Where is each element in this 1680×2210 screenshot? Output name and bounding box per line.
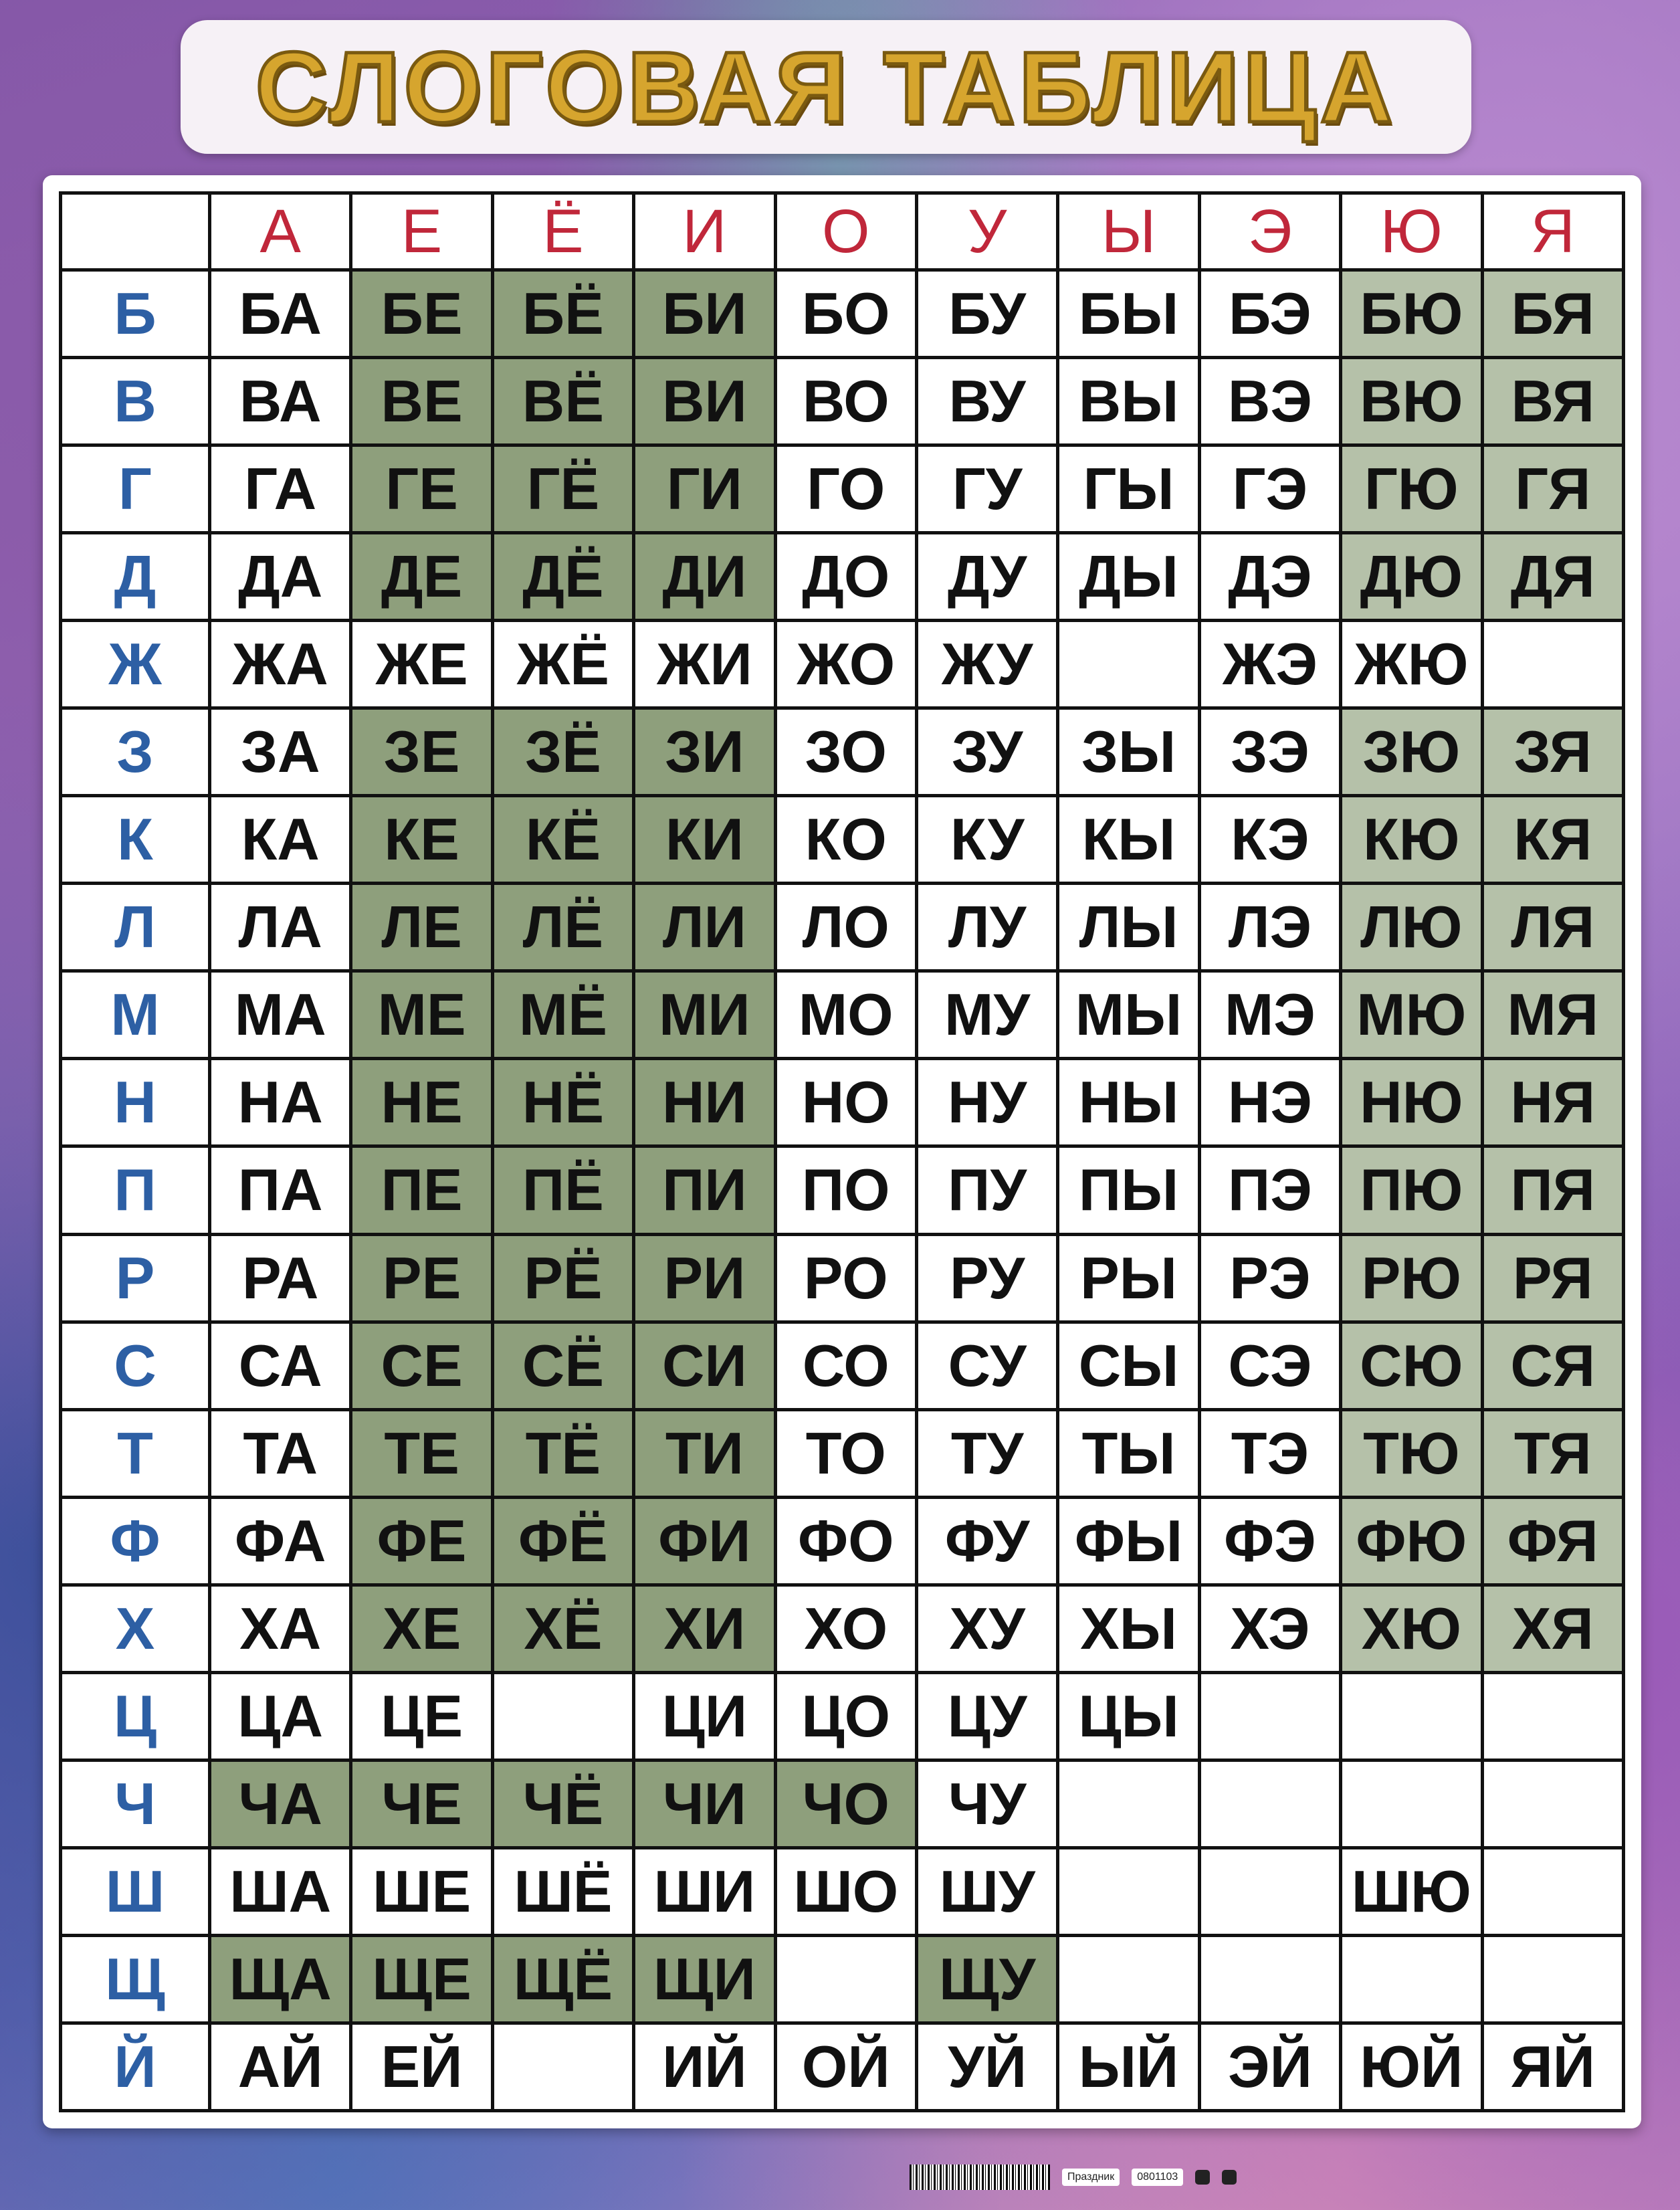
syllable-cell: ГЯ <box>1482 445 1623 533</box>
syllable-cell: ОЙ <box>775 2023 916 2110</box>
syllable-cell: ЦЕ <box>351 1672 492 1760</box>
consonant-header: С <box>61 1322 210 1409</box>
syllable-row <box>61 358 1624 445</box>
syllable-cell: ВЫ <box>1058 358 1199 445</box>
vowel-header-row <box>61 193 1624 270</box>
syllable-cell: ЛЫ <box>1058 884 1199 971</box>
syllable-cell: МО <box>775 971 916 1059</box>
syllable-cell: ГУ <box>916 445 1057 533</box>
syllable-cell: БЁ <box>492 270 633 358</box>
syllable-cell: ТЯ <box>1482 1409 1623 1497</box>
syllable-cell: ДЭ <box>1199 533 1340 621</box>
syllable-row <box>61 533 1624 621</box>
syllable-cell: ЛЕ <box>351 884 492 971</box>
syllable-cell: СЫ <box>1058 1322 1199 1409</box>
syllable-cell: СА <box>210 1322 351 1409</box>
syllable-cell: ФА <box>210 1497 351 1585</box>
syllable-cell: БО <box>775 270 916 358</box>
syllable-cell: ПИ <box>634 1146 775 1234</box>
syllable-cell <box>1482 1847 1623 1935</box>
syllable-cell: ДЯ <box>1482 533 1623 621</box>
syllable-cell: ЦО <box>775 1672 916 1760</box>
syllable-cell <box>775 1935 916 2023</box>
vowel-header: О <box>775 193 916 270</box>
syllable-row <box>61 796 1624 884</box>
syllable-cell <box>1482 1760 1623 1847</box>
syllable-cell: ПЕ <box>351 1146 492 1234</box>
syllable-cell: ПЭ <box>1199 1146 1340 1234</box>
vowel-header: Ё <box>492 193 633 270</box>
syllable-cell: ФЭ <box>1199 1497 1340 1585</box>
syllable-cell: КЮ <box>1341 796 1482 884</box>
syllable-cell: КЁ <box>492 796 633 884</box>
syllable-cell: ЦИ <box>634 1672 775 1760</box>
syllable-cell <box>1482 1935 1623 2023</box>
syllable-cell: РО <box>775 1234 916 1322</box>
syllable-cell: ВУ <box>916 358 1057 445</box>
syllable-cell: ХА <box>210 1585 351 1672</box>
syllable-cell <box>1482 621 1623 708</box>
syllable-cell: ЖЁ <box>492 621 633 708</box>
syllable-cell: ГЭ <box>1199 445 1340 533</box>
syllable-cell: ФЕ <box>351 1497 492 1585</box>
syllable-cell: УЙ <box>916 2023 1057 2110</box>
syllable-cell: ВЁ <box>492 358 633 445</box>
syllable-row <box>61 1847 1624 1935</box>
syllable-cell: ХЁ <box>492 1585 633 1672</box>
syllable-cell: ХЯ <box>1482 1585 1623 1672</box>
syllable-cell: ЗА <box>210 708 351 796</box>
syllable-cell: РА <box>210 1234 351 1322</box>
syllable-cell: ХЮ <box>1341 1585 1482 1672</box>
consonant-header: Ш <box>61 1847 210 1935</box>
vowel-header: Ю <box>1341 193 1482 270</box>
syllable-row <box>61 1322 1624 1409</box>
syllable-cell: ЯЙ <box>1482 2023 1623 2110</box>
syllable-row <box>61 270 1624 358</box>
consonant-header: Ж <box>61 621 210 708</box>
syllable-cell: ЖИ <box>634 621 775 708</box>
syllable-cell: ТИ <box>634 1409 775 1497</box>
syllable-cell: ЖО <box>775 621 916 708</box>
syllable-cell: ШЕ <box>351 1847 492 1935</box>
syllable-cell: ШЮ <box>1341 1847 1482 1935</box>
social-icon <box>1222 2170 1237 2185</box>
syllable-cell: ЦЫ <box>1058 1672 1199 1760</box>
syllable-row <box>61 1935 1624 2023</box>
syllable-cell: ЖУ <box>916 621 1057 708</box>
syllable-cell: ЧЕ <box>351 1760 492 1847</box>
syllable-cell: ПУ <box>916 1146 1057 1234</box>
syllable-cell: ГА <box>210 445 351 533</box>
syllable-cell: ВЮ <box>1341 358 1482 445</box>
syllable-cell: ЛЯ <box>1482 884 1623 971</box>
syllable-cell: ФЮ <box>1341 1497 1482 1585</box>
syllable-cell: ТЫ <box>1058 1409 1199 1497</box>
syllable-cell: ЧУ <box>916 1760 1057 1847</box>
syllable-cell: КЯ <box>1482 796 1623 884</box>
publisher-name: Праздник <box>1062 2169 1120 2186</box>
syllable-cell: ДО <box>775 533 916 621</box>
syllable-cell: ШИ <box>634 1847 775 1935</box>
syllable-cell: РЯ <box>1482 1234 1623 1322</box>
consonant-header: П <box>61 1146 210 1234</box>
syllable-row <box>61 971 1624 1059</box>
consonant-header: Х <box>61 1585 210 1672</box>
syllable-cell: РЭ <box>1199 1234 1340 1322</box>
syllable-cell <box>1199 1760 1340 1847</box>
syllable-cell: НА <box>210 1059 351 1146</box>
syllable-cell: ГИ <box>634 445 775 533</box>
syllable-cell: ЗИ <box>634 708 775 796</box>
syllable-cell: МУ <box>916 971 1057 1059</box>
social-icon <box>1195 2170 1210 2185</box>
syllable-cell: ЗУ <box>916 708 1057 796</box>
syllable-cell: БУ <box>916 270 1057 358</box>
syllable-cell: СО <box>775 1322 916 1409</box>
syllable-cell: ХИ <box>634 1585 775 1672</box>
syllable-cell: МЭ <box>1199 971 1340 1059</box>
syllable-cell: ЧЁ <box>492 1760 633 1847</box>
syllable-cell: ГЮ <box>1341 445 1482 533</box>
syllable-cell: ХУ <box>916 1585 1057 1672</box>
syllable-cell: ТЁ <box>492 1409 633 1497</box>
syllable-row <box>61 708 1624 796</box>
syllable-cell: ФЯ <box>1482 1497 1623 1585</box>
syllable-cell: ЗЭ <box>1199 708 1340 796</box>
title-banner <box>181 20 1471 154</box>
syllable-cell: ФИ <box>634 1497 775 1585</box>
syllable-cell: СУ <box>916 1322 1057 1409</box>
consonant-header: М <box>61 971 210 1059</box>
syllable-cell: СЭ <box>1199 1322 1340 1409</box>
syllable-cell: ША <box>210 1847 351 1935</box>
syllable-cell: БИ <box>634 270 775 358</box>
vowel-header: И <box>634 193 775 270</box>
syllable-row <box>61 2023 1624 2110</box>
syllable-cell: ШО <box>775 1847 916 1935</box>
syllable-cell: КУ <box>916 796 1057 884</box>
syllable-cell: СЯ <box>1482 1322 1623 1409</box>
syllable-cell: ЩУ <box>916 1935 1057 2023</box>
syllable-cell: ДЫ <box>1058 533 1199 621</box>
syllable-cell: ПЁ <box>492 1146 633 1234</box>
syllable-cell: ЦА <box>210 1672 351 1760</box>
consonant-header: Р <box>61 1234 210 1322</box>
syllable-row <box>61 1760 1624 1847</box>
syllable-cell: ЧИ <box>634 1760 775 1847</box>
syllable-cell <box>1058 1760 1199 1847</box>
syllable-cell: ВИ <box>634 358 775 445</box>
vowel-header: Я <box>1482 193 1623 270</box>
syllable-cell: ДЁ <box>492 533 633 621</box>
syllable-cell: БЭ <box>1199 270 1340 358</box>
syllable-cell: ЦУ <box>916 1672 1057 1760</box>
syllable-cell: МЮ <box>1341 971 1482 1059</box>
syllable-cell: НЯ <box>1482 1059 1623 1146</box>
syllable-cell: ЧА <box>210 1760 351 1847</box>
syllable-cell: ПЮ <box>1341 1146 1482 1234</box>
syllable-cell: ТЮ <box>1341 1409 1482 1497</box>
vowel-header: Е <box>351 193 492 270</box>
syllable-rows <box>61 270 1624 2111</box>
syllable-cell: ЛЮ <box>1341 884 1482 971</box>
publisher-footer <box>910 2164 1391 2191</box>
syllable-cell: РЕ <box>351 1234 492 1322</box>
syllable-cell: ЖА <box>210 621 351 708</box>
syllable-cell: ХЭ <box>1199 1585 1340 1672</box>
syllable-cell: ЗО <box>775 708 916 796</box>
syllable-cell: ПО <box>775 1146 916 1234</box>
consonant-header: Н <box>61 1059 210 1146</box>
syllable-cell: РЫ <box>1058 1234 1199 1322</box>
syllable-cell: СЮ <box>1341 1322 1482 1409</box>
syllable-cell: ЗЫ <box>1058 708 1199 796</box>
syllable-cell: ЛА <box>210 884 351 971</box>
syllable-cell: НИ <box>634 1059 775 1146</box>
syllable-cell <box>1341 1672 1482 1760</box>
syllable-row <box>61 1585 1624 1672</box>
syllable-row <box>61 884 1624 971</box>
syllable-cell <box>1199 1935 1340 2023</box>
syllable-cell: БА <box>210 270 351 358</box>
syllable-cell: СЕ <box>351 1322 492 1409</box>
syllable-board <box>43 175 1641 2128</box>
syllable-cell: ХЕ <box>351 1585 492 1672</box>
syllable-cell: ДИ <box>634 533 775 621</box>
syllable-cell: КО <box>775 796 916 884</box>
consonant-header: Т <box>61 1409 210 1497</box>
syllable-cell: ДА <box>210 533 351 621</box>
syllable-cell: ГЫ <box>1058 445 1199 533</box>
syllable-cell: МА <box>210 971 351 1059</box>
syllable-cell: ЛЁ <box>492 884 633 971</box>
syllable-cell: ВЭ <box>1199 358 1340 445</box>
syllable-cell <box>1058 1935 1199 2023</box>
syllable-cell: ВЯ <box>1482 358 1623 445</box>
product-code: 0801103 <box>1132 2169 1183 2186</box>
syllable-table <box>59 191 1625 2112</box>
syllable-cell: ДУ <box>916 533 1057 621</box>
syllable-cell: ЕЙ <box>351 2023 492 2110</box>
syllable-cell: ЖЭ <box>1199 621 1340 708</box>
syllable-cell: ДЮ <box>1341 533 1482 621</box>
consonant-header: Л <box>61 884 210 971</box>
syllable-cell: ЧО <box>775 1760 916 1847</box>
syllable-cell: БЫ <box>1058 270 1199 358</box>
consonant-header: Г <box>61 445 210 533</box>
syllable-cell: МЯ <box>1482 971 1623 1059</box>
syllable-cell: ХЫ <box>1058 1585 1199 1672</box>
syllable-cell <box>492 2023 633 2110</box>
syllable-cell <box>492 1672 633 1760</box>
syllable-cell: АЙ <box>210 2023 351 2110</box>
vowel-header: Э <box>1199 193 1340 270</box>
syllable-row <box>61 445 1624 533</box>
syllable-cell: МЕ <box>351 971 492 1059</box>
syllable-cell: ЛИ <box>634 884 775 971</box>
syllable-cell: РИ <box>634 1234 775 1322</box>
syllable-cell <box>1058 621 1199 708</box>
syllable-cell: ВО <box>775 358 916 445</box>
syllable-cell: МЫ <box>1058 971 1199 1059</box>
syllable-cell: ЗЯ <box>1482 708 1623 796</box>
syllable-cell: ГО <box>775 445 916 533</box>
syllable-cell: ВЕ <box>351 358 492 445</box>
consonant-header: Щ <box>61 1935 210 2023</box>
syllable-cell: КЫ <box>1058 796 1199 884</box>
vowel-header: У <box>916 193 1057 270</box>
consonant-header: В <box>61 358 210 445</box>
consonant-header: Й <box>61 2023 210 2110</box>
syllable-cell: НУ <box>916 1059 1057 1146</box>
consonant-header: Ц <box>61 1672 210 1760</box>
syllable-cell: ГЁ <box>492 445 633 533</box>
syllable-cell: ФУ <box>916 1497 1057 1585</box>
syllable-cell: БЯ <box>1482 270 1623 358</box>
syllable-cell: КИ <box>634 796 775 884</box>
corner-cell <box>61 193 210 270</box>
syllable-cell: ХО <box>775 1585 916 1672</box>
syllable-row <box>61 1497 1624 1585</box>
syllable-cell: РЁ <box>492 1234 633 1322</box>
syllable-cell: ЗЮ <box>1341 708 1482 796</box>
syllable-cell: ШЁ <box>492 1847 633 1935</box>
syllable-cell: ДЕ <box>351 533 492 621</box>
syllable-cell: МИ <box>634 971 775 1059</box>
syllable-cell: ПЫ <box>1058 1146 1199 1234</box>
syllable-cell: КЕ <box>351 796 492 884</box>
syllable-cell: ЩИ <box>634 1935 775 2023</box>
syllable-cell <box>1341 1760 1482 1847</box>
syllable-cell: ПА <box>210 1146 351 1234</box>
syllable-cell: СИ <box>634 1322 775 1409</box>
syllable-row <box>61 1409 1624 1497</box>
syllable-cell: НЫ <box>1058 1059 1199 1146</box>
syllable-cell: ЗЁ <box>492 708 633 796</box>
consonant-header: К <box>61 796 210 884</box>
syllable-cell: ЭЙ <box>1199 2023 1340 2110</box>
page-title: СЛОГОВАЯ ТАБЛИЦА <box>255 30 1397 143</box>
syllable-cell: ФЁ <box>492 1497 633 1585</box>
consonant-header: Ф <box>61 1497 210 1585</box>
syllable-cell: РЮ <box>1341 1234 1482 1322</box>
syllable-cell: ТО <box>775 1409 916 1497</box>
syllable-row <box>61 621 1624 708</box>
syllable-cell: ТУ <box>916 1409 1057 1497</box>
syllable-cell: ЛО <box>775 884 916 971</box>
syllable-cell: МЁ <box>492 971 633 1059</box>
syllable-cell: КЭ <box>1199 796 1340 884</box>
syllable-cell: КА <box>210 796 351 884</box>
syllable-row <box>61 1059 1624 1146</box>
syllable-cell: ЖЕ <box>351 621 492 708</box>
syllable-cell: БЕ <box>351 270 492 358</box>
barcode <box>910 2165 1050 2190</box>
consonant-header: З <box>61 708 210 796</box>
syllable-cell: ГЕ <box>351 445 492 533</box>
syllable-cell: ТЕ <box>351 1409 492 1497</box>
consonant-header: Б <box>61 270 210 358</box>
syllable-cell: ТА <box>210 1409 351 1497</box>
syllable-cell <box>1058 1847 1199 1935</box>
syllable-cell: ТЭ <box>1199 1409 1340 1497</box>
syllable-cell: ЛУ <box>916 884 1057 971</box>
syllable-cell: ЩА <box>210 1935 351 2023</box>
syllable-cell: НО <box>775 1059 916 1146</box>
syllable-row <box>61 1234 1624 1322</box>
syllable-cell: ВА <box>210 358 351 445</box>
syllable-cell: НЁ <box>492 1059 633 1146</box>
syllable-cell: ЫЙ <box>1058 2023 1199 2110</box>
syllable-cell: БЮ <box>1341 270 1482 358</box>
syllable-cell: ЩЁ <box>492 1935 633 2023</box>
syllable-cell: РУ <box>916 1234 1057 1322</box>
syllable-row <box>61 1672 1624 1760</box>
syllable-cell: ЮЙ <box>1341 2023 1482 2110</box>
consonant-header: Ч <box>61 1760 210 1847</box>
syllable-cell: НЕ <box>351 1059 492 1146</box>
syllable-cell: СЁ <box>492 1322 633 1409</box>
consonant-header: Д <box>61 533 210 621</box>
syllable-cell: ПЯ <box>1482 1146 1623 1234</box>
syllable-row <box>61 1146 1624 1234</box>
syllable-cell: НЮ <box>1341 1059 1482 1146</box>
syllable-cell <box>1199 1672 1340 1760</box>
syllable-cell: ФО <box>775 1497 916 1585</box>
syllable-cell: НЭ <box>1199 1059 1340 1146</box>
syllable-cell <box>1341 1935 1482 2023</box>
syllable-cell <box>1199 1847 1340 1935</box>
vowel-header: А <box>210 193 351 270</box>
syllable-cell: ЛЭ <box>1199 884 1340 971</box>
syllable-cell: ЩЕ <box>351 1935 492 2023</box>
syllable-cell: ШУ <box>916 1847 1057 1935</box>
syllable-cell: ЖЮ <box>1341 621 1482 708</box>
syllable-cell: ФЫ <box>1058 1497 1199 1585</box>
syllable-cell: ИЙ <box>634 2023 775 2110</box>
syllable-cell: ЗЕ <box>351 708 492 796</box>
syllable-cell <box>1482 1672 1623 1760</box>
vowel-header: Ы <box>1058 193 1199 270</box>
